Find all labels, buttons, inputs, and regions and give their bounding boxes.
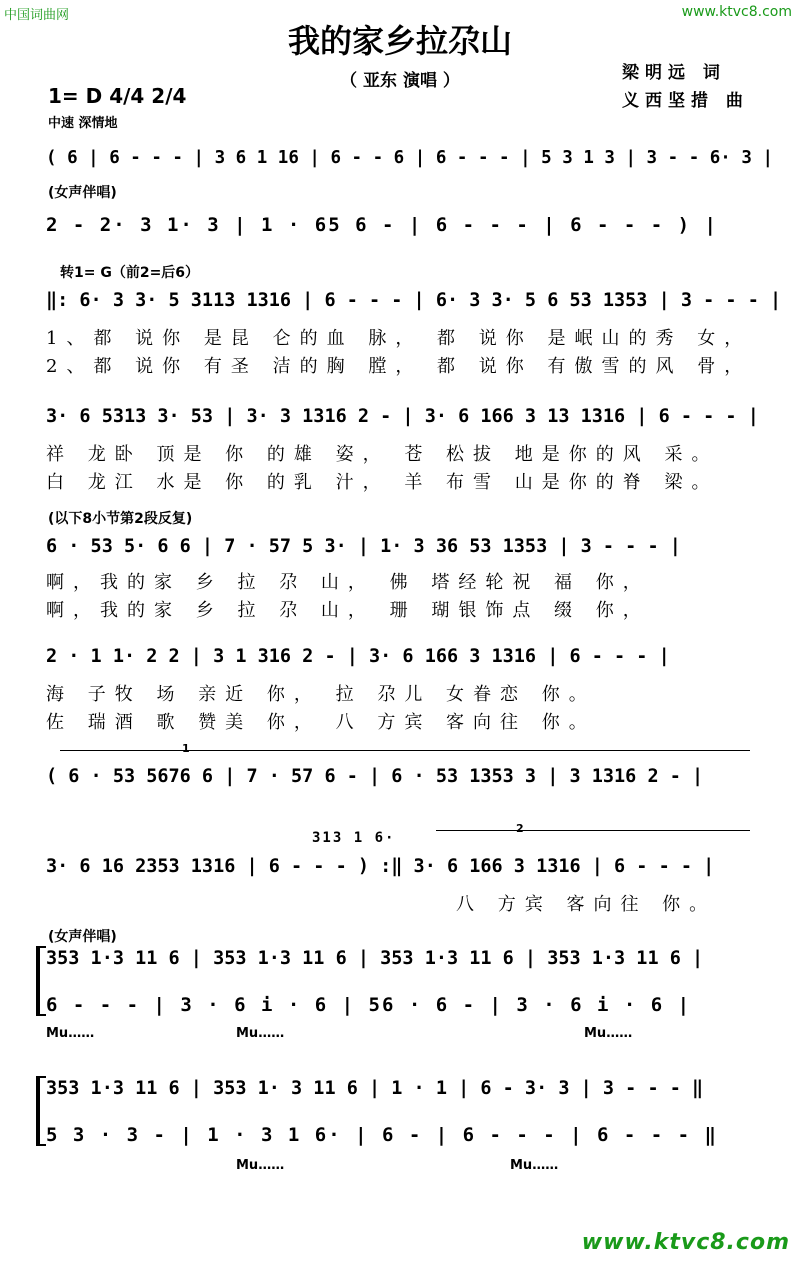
key-signature: 1= D 4/4 2/4 bbox=[48, 84, 187, 108]
lyric-chorus2-a: 啊，我的家 乡 拉 尕 山， 珊 瑚银饰点 缀 你， bbox=[46, 600, 650, 621]
lyric-verse1-a: 1、都 说你 是昆 仑的血 脉， 都 说你 是岷山的秀 女， bbox=[46, 328, 752, 349]
singer: （ 亚东 演唱 ） bbox=[340, 71, 460, 91]
volta-2-label: 2 bbox=[516, 822, 524, 835]
system-brace-2 bbox=[36, 1076, 46, 1146]
modulation-label: 转1= G（前2=后6） bbox=[60, 265, 200, 281]
score-line-1: ( 6 | 6 - - - | 3 6 1 16 | 6 - - 6 | 6 - - - | 5 3 1 3 | 3 - - 6· 3 | bbox=[46, 148, 773, 168]
score-line-10-upper: 353 1·3 11 6 | 353 1· 3 11 6 | 1 · 1 | 6 - 3· 3 | 3 - - - ‖ bbox=[46, 1078, 704, 1099]
score-line-10-lower: 5 3 · 3 - | 1 · 3 1 6· | 6 - | 6 - - - | 6 - - - ‖ bbox=[46, 1124, 718, 1146]
lyric-verse2-a: 2、都 说你 有圣 洁的胸 膛， 都 说你 有傲雪的风 骨， bbox=[46, 356, 752, 377]
watermark-top-left: 中国词曲网 bbox=[4, 8, 70, 23]
lyric-verse2-b: 白 龙江 水是 你 的乳 汁， 羊 布雪 山是你的脊 梁。 bbox=[46, 472, 719, 493]
lyric-chorus1-a: 啊，我的家 乡 拉 尕 山， 佛 塔经轮祝 福 你， bbox=[46, 572, 650, 593]
tempo-marking: 中速 深情地 bbox=[48, 116, 118, 131]
lyric-verse1-b: 祥 龙卧 顶是 你 的雄 姿， 苍 松拔 地是你的风 采。 bbox=[46, 444, 719, 465]
watermark-bottom-right: www.ktvc8.com bbox=[581, 1230, 790, 1255]
score-line-4: 3· 6 5313 3· 53 | 3· 3 1316 2 - | 3· 6 166 3 13 1316 | 6 - - - | bbox=[46, 406, 759, 427]
volta-2-bracket bbox=[436, 830, 750, 831]
score-line-3: ‖: 6· 3 3· 5 3113 1316 | 6 - - - | 6· 3 3· 5 6 53 1353 | 3 - - - | bbox=[46, 290, 782, 311]
volta-1-bracket bbox=[60, 750, 750, 751]
system-brace-1 bbox=[36, 946, 46, 1016]
watermark-top-right: www.ktvc8.com bbox=[681, 4, 792, 20]
score-line-8: 3· 6 16 2353 1316 | 6 - - - ) :‖ 3· 6 166 3 1316 | 6 - - - | bbox=[46, 856, 715, 877]
female-backing-label-1: (女声伴唱) bbox=[48, 185, 117, 201]
score-line-5: 6 · 53 5· 6 6 | 7 · 57 5 3· | 1· 3 36 53 1353 | 3 - - - | bbox=[46, 536, 681, 557]
volta-1-label: 1 bbox=[182, 742, 190, 755]
mu-4: Mu…… bbox=[236, 1158, 285, 1173]
score-line-6: 2 · 1 1· 2 2 | 3 1 316 2 - | 3· 6 166 3 1316 | 6 - - - | bbox=[46, 646, 670, 667]
lyric-ending: 八 方宾 客向往 你。 bbox=[456, 894, 717, 915]
lyricist: 梁明远 词 bbox=[622, 63, 726, 83]
lyric-chorus2-b: 佐 瑞酒 歌 赞美 你， 八 方宾 客向往 你。 bbox=[46, 712, 596, 733]
score-line-8-upper: 313 1 6· bbox=[312, 830, 396, 846]
female-backing-label-2: (女声伴唱) bbox=[48, 929, 117, 945]
mu-5: Mu…… bbox=[510, 1158, 559, 1173]
score-line-7: ( 6 · 53 5676 6 | 7 · 57 6 - | 6 · 53 1353 3 | 3 1316 2 - | bbox=[46, 766, 704, 787]
mu-2: Mu…… bbox=[236, 1026, 285, 1041]
lyric-chorus1-b: 海 子牧 场 亲近 你， 拉 尕儿 女眷恋 你。 bbox=[46, 684, 596, 705]
composer: 义西坚措 曲 bbox=[622, 91, 749, 111]
repeat-note: (以下8小节第2段反复) bbox=[48, 511, 193, 527]
score-line-9-upper: 353 1·3 11 6 | 353 1·3 11 6 | 353 1·3 11 6 | 353 1·3 11 6 | bbox=[46, 948, 704, 969]
song-title: 我的家乡拉尕山 bbox=[287, 22, 512, 60]
mu-1: Mu…… bbox=[46, 1026, 95, 1041]
score-line-2: 2 - 2· 3 1· 3 | 1 · 65 6 - | 6 - - - | 6 - - - ) | bbox=[46, 214, 718, 236]
score-line-9-lower: 6 - - - | 3 · 6 i · 6 | 56 · 6 - | 3 · 6 i · 6 | bbox=[46, 994, 692, 1016]
mu-3: Mu…… bbox=[584, 1026, 633, 1041]
